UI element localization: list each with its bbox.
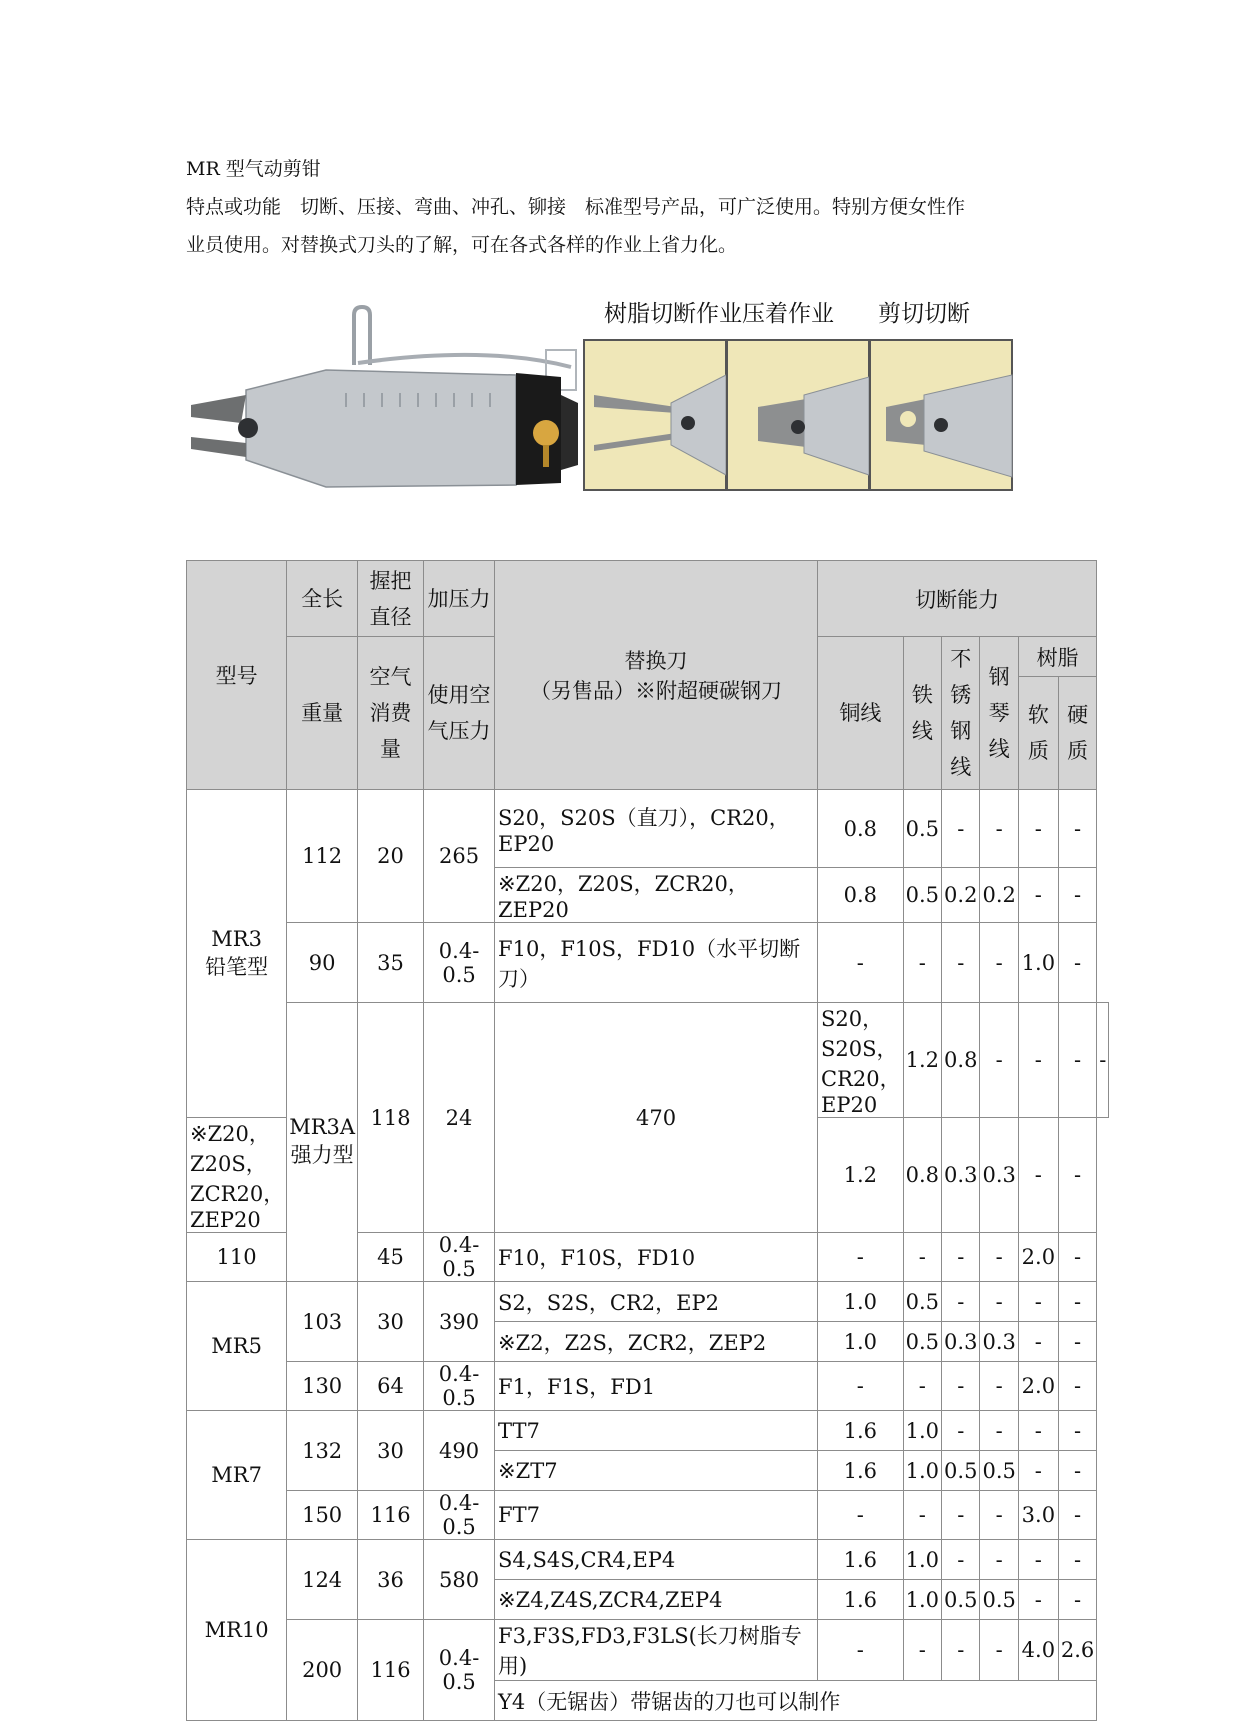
spec-value-force-pressure: 0.4-0.5: [424, 923, 495, 1003]
header-force: 加压力: [424, 561, 495, 637]
spec-value-force-pressure: 580: [424, 1540, 495, 1620]
capacity-copper: -: [818, 1233, 904, 1282]
capacity-piano: 0.2: [980, 868, 1018, 923]
capacity-resin-soft: -: [1018, 1322, 1058, 1362]
spec-value-force-pressure: 265: [424, 790, 495, 923]
capacity-resin-soft: -: [1018, 1540, 1058, 1580]
capacity-piano: -: [980, 1540, 1018, 1580]
capacity-stainless: -: [980, 1003, 1018, 1118]
capacity-resin-hard: -: [1058, 923, 1096, 1003]
capacity-iron: 1.0: [903, 1451, 941, 1491]
spec-value-length-weight: 200: [287, 1620, 358, 1721]
spec-value-grip-air: 45: [358, 1233, 424, 1282]
header-grip: 握把直径: [358, 561, 424, 637]
capacity-iron: 0.8: [942, 1003, 980, 1118]
capacity-stainless: 0.3: [942, 1118, 980, 1233]
capacity-copper: 1.2: [903, 1003, 941, 1118]
blade-name: S20，S20S（直刀），CR20，EP20: [495, 790, 818, 868]
spec-value-grip-air: 20: [358, 790, 424, 923]
capacity-resin-soft: -: [1018, 1118, 1058, 1233]
header-stainless-wire: 不锈钢线: [942, 637, 980, 790]
header-blade-line1: 替换刀: [624, 649, 688, 673]
capacity-piano: -: [980, 1620, 1018, 1681]
blade-name: S4,S4S,CR4,EP4: [495, 1540, 818, 1580]
capacity-resin-hard: -: [1058, 1282, 1096, 1322]
blade-tile-2: [727, 340, 869, 490]
capacity-resin-hard: -: [1058, 1322, 1096, 1362]
capacity-iron: -: [903, 1491, 941, 1540]
blade-name: S20，S20S，CR20，EP20: [818, 1003, 904, 1118]
model-name: MR3 铅笔型: [187, 790, 287, 1118]
capacity-iron: 1.0: [903, 1411, 941, 1451]
spec-value-grip-air: 30: [358, 1282, 424, 1362]
capacity-copper: 0.8: [818, 868, 904, 923]
capacity-resin-hard: -: [1058, 1233, 1096, 1282]
blade-name: F1，F1S，FD1: [495, 1362, 818, 1411]
header-piano-wire: 钢琴线: [980, 637, 1018, 790]
blade-name: FT7: [495, 1491, 818, 1540]
capacity-stainless: -: [942, 1540, 980, 1580]
capacity-iron: 0.8: [903, 1118, 941, 1233]
capacity-copper: -: [818, 1620, 904, 1681]
table-row: [187, 923, 1109, 1003]
model-name: MR5: [187, 1282, 287, 1411]
capacity-resin-hard: -: [1058, 1491, 1096, 1540]
table-row: [187, 1003, 1109, 1118]
photo-caption-2: 剪切切断: [878, 301, 970, 327]
capacity-copper: 1.6: [818, 1540, 904, 1580]
capacity-piano: 0.5: [980, 1451, 1018, 1491]
blade-name: ※Z2，Z2S，ZCR2，ZEP2: [495, 1322, 818, 1362]
header-cutting-capacity: 切断能力: [818, 561, 1097, 637]
spec-value-length-weight: 112: [287, 790, 358, 923]
capacity-copper: -: [818, 923, 904, 1003]
capacity-piano: -: [980, 923, 1018, 1003]
capacity-iron: -: [903, 1362, 941, 1411]
capacity-resin-hard: -: [1058, 1580, 1096, 1620]
capacity-resin-soft: 2.0: [1018, 1362, 1058, 1411]
capacity-piano: -: [980, 1491, 1018, 1540]
spec-value-force-pressure: 0.4-0.5: [424, 1491, 495, 1540]
table-row: [187, 790, 1109, 868]
capacity-iron: 0.5: [903, 868, 941, 923]
capacity-copper: 1.6: [818, 1411, 904, 1451]
blade-name: Y4（无锯齿）带锯齿的刀也可以制作: [495, 1681, 1097, 1721]
capacity-iron: -: [903, 1233, 941, 1282]
header-model: 型号: [187, 561, 287, 790]
spec-value-force-pressure: 390: [424, 1282, 495, 1362]
capacity-iron: 0.5: [903, 1282, 941, 1322]
capacity-resin-soft: -: [1058, 1003, 1096, 1118]
capacity-resin-hard: -: [1058, 1411, 1096, 1451]
nipper-tool-image: [191, 307, 578, 487]
capacity-piano: -: [980, 1233, 1018, 1282]
capacity-iron: 0.5: [903, 790, 941, 868]
capacity-piano: 0.5: [980, 1580, 1018, 1620]
capacity-resin-hard: -: [1097, 1003, 1109, 1118]
spec-value-grip-air: 30: [358, 1411, 424, 1491]
capacity-iron: -: [903, 923, 941, 1003]
capacity-resin-soft: -: [1018, 1580, 1058, 1620]
spec-value-grip-air: 36: [358, 1540, 424, 1620]
header-blade-line2: （另售品）※附超硬碳钢刀: [530, 679, 783, 703]
capacity-resin-soft: -: [1018, 1282, 1058, 1322]
capacity-piano: 0.3: [980, 1118, 1018, 1233]
spec-value-length-weight: 90: [287, 923, 358, 1003]
capacity-iron: 1.0: [903, 1580, 941, 1620]
spec-value-force-pressure: 0.4-0.5: [424, 1233, 495, 1282]
model-name: MR10: [187, 1540, 287, 1721]
capacity-stainless: -: [942, 1411, 980, 1451]
intro-text: [186, 150, 1066, 264]
table-row: [187, 1362, 1109, 1411]
capacity-resin-soft: 3.0: [1018, 1491, 1058, 1540]
capacity-resin-soft: -: [1018, 1451, 1058, 1491]
spec-value-length-weight: 124: [287, 1540, 358, 1620]
capacity-copper: 0.8: [818, 790, 904, 868]
capacity-resin-hard: -: [1058, 868, 1096, 923]
spec-value-grip-air: 116: [358, 1620, 424, 1721]
capacity-stainless: -: [942, 1620, 980, 1681]
capacity-copper: 1.0: [818, 1322, 904, 1362]
pneumatic-nipper-illustration: [186, 295, 1056, 510]
doc-paragraph-line1: 特点或功能 切断、压接、弯曲、冲孔、铆接 标准型号产品，可广泛使用。特别方便女性作: [186, 196, 966, 218]
capacity-piano: -: [980, 1282, 1018, 1322]
product-photo: [186, 295, 1056, 510]
capacity-copper: 1.2: [818, 1118, 904, 1233]
blade-name: F3,F3S,FD3,F3LS(长刀树脂专用): [495, 1620, 818, 1681]
spec-value-grip-air: 116: [358, 1491, 424, 1540]
blade-name: F10，F10S，FD10: [495, 1233, 818, 1282]
header-air-pressure: 使用空气压力: [424, 637, 495, 790]
header-soft: 软质: [1018, 677, 1058, 790]
capacity-resin-hard: -: [1058, 1118, 1096, 1233]
blade-name: TT7: [495, 1411, 818, 1451]
capacity-stainless: -: [942, 1491, 980, 1540]
capacity-resin-soft: 4.0: [1018, 1620, 1058, 1681]
capacity-copper: 1.6: [818, 1451, 904, 1491]
capacity-stainless: -: [942, 1233, 980, 1282]
capacity-stainless: -: [942, 1282, 980, 1322]
capacity-resin-hard: -: [1058, 790, 1096, 868]
spec-value-length-weight: 130: [287, 1362, 358, 1411]
capacity-resin-hard: -: [1058, 1362, 1096, 1411]
blade-name: ※ZT7: [495, 1451, 818, 1491]
capacity-resin-soft: -: [1018, 868, 1058, 923]
header-blade: [495, 561, 818, 790]
blade-name: ※Z20，Z20S，ZCR20，ZEP20: [187, 1118, 287, 1233]
capacity-resin-soft: 1.0: [1018, 923, 1058, 1003]
model-name: MR7: [187, 1411, 287, 1540]
capacity-stainless: 0.2: [942, 868, 980, 923]
header-resin: 树脂: [1018, 637, 1096, 677]
blade-name: ※Z20，Z20S，ZCR20，ZEP20: [495, 868, 818, 923]
capacity-stainless: -: [942, 923, 980, 1003]
header-weight: 重量: [287, 637, 358, 790]
table-row: [187, 1620, 1109, 1681]
blade-tile-3: [870, 340, 1012, 490]
capacity-resin-hard: -: [1058, 1540, 1096, 1580]
blade-name: ※Z4,Z4S,ZCR4,ZEP4: [495, 1580, 818, 1620]
spec-value-force-pressure: 490: [424, 1411, 495, 1491]
table-row: [187, 1540, 1109, 1580]
table-row: [187, 1411, 1109, 1451]
doc-title: MR 型气动剪钳: [186, 158, 321, 180]
spec-table: [186, 560, 1109, 1721]
capacity-stainless: -: [942, 790, 980, 868]
capacity-resin-soft: -: [1018, 1411, 1058, 1451]
header-hard: 硬质: [1058, 677, 1096, 790]
table-row: [187, 1282, 1109, 1322]
capacity-resin-soft: 2.0: [1018, 1233, 1058, 1282]
blade-tile-1: [584, 340, 726, 490]
capacity-stainless: 0.3: [942, 1322, 980, 1362]
blade-name: S2，S2S，CR2，EP2: [495, 1282, 818, 1322]
photo-caption-1: 树脂切断作业压着作业: [604, 301, 834, 327]
capacity-piano: -: [980, 1411, 1018, 1451]
spec-value-length-weight: 118: [358, 1003, 424, 1233]
capacity-resin-soft: -: [1018, 790, 1058, 868]
header-iron-wire: 铁线: [903, 637, 941, 790]
capacity-stainless: 0.5: [942, 1451, 980, 1491]
capacity-copper: 1.0: [818, 1282, 904, 1322]
capacity-copper: -: [818, 1362, 904, 1411]
capacity-piano: 0.3: [980, 1322, 1018, 1362]
spec-value-grip-air: 64: [358, 1362, 424, 1411]
capacity-stainless: -: [942, 1362, 980, 1411]
spec-value-force-pressure: 0.4-0.5: [424, 1362, 495, 1411]
spec-value-grip-air: 35: [358, 923, 424, 1003]
spec-value-length-weight: 110: [187, 1233, 287, 1282]
capacity-copper: 1.6: [818, 1580, 904, 1620]
capacity-piano: -: [1018, 1003, 1058, 1118]
header-length: 全长: [287, 561, 358, 637]
spec-value-force-pressure: 0.4-0.5: [424, 1620, 495, 1721]
header-copper-wire: 铜线: [818, 637, 904, 790]
doc-paragraph-line2: 业员使用。对替换式刀头的了解，可在各式各样的作业上省力化。: [186, 234, 738, 256]
spec-value-length-weight: 132: [287, 1411, 358, 1491]
capacity-piano: -: [980, 1362, 1018, 1411]
capacity-iron: -: [903, 1620, 941, 1681]
capacity-resin-hard: 2.6: [1058, 1620, 1096, 1681]
capacity-resin-hard: -: [1058, 1451, 1096, 1491]
header-air-consumption: 空气消费量: [358, 637, 424, 790]
capacity-copper: -: [818, 1491, 904, 1540]
capacity-iron: 0.5: [903, 1322, 941, 1362]
capacity-stainless: 0.5: [942, 1580, 980, 1620]
spec-value-length-weight: 103: [287, 1282, 358, 1362]
spec-value-force-pressure: 470: [495, 1003, 818, 1233]
blade-name: F10，F10S，FD10（水平切断刀）: [495, 923, 818, 1003]
spec-value-length-weight: 150: [287, 1491, 358, 1540]
table-row: [187, 1491, 1109, 1540]
spec-value-grip-air: 24: [424, 1003, 495, 1233]
model-name: MR3A 强力型: [287, 1003, 358, 1282]
capacity-iron: 1.0: [903, 1540, 941, 1580]
capacity-piano: -: [980, 790, 1018, 868]
